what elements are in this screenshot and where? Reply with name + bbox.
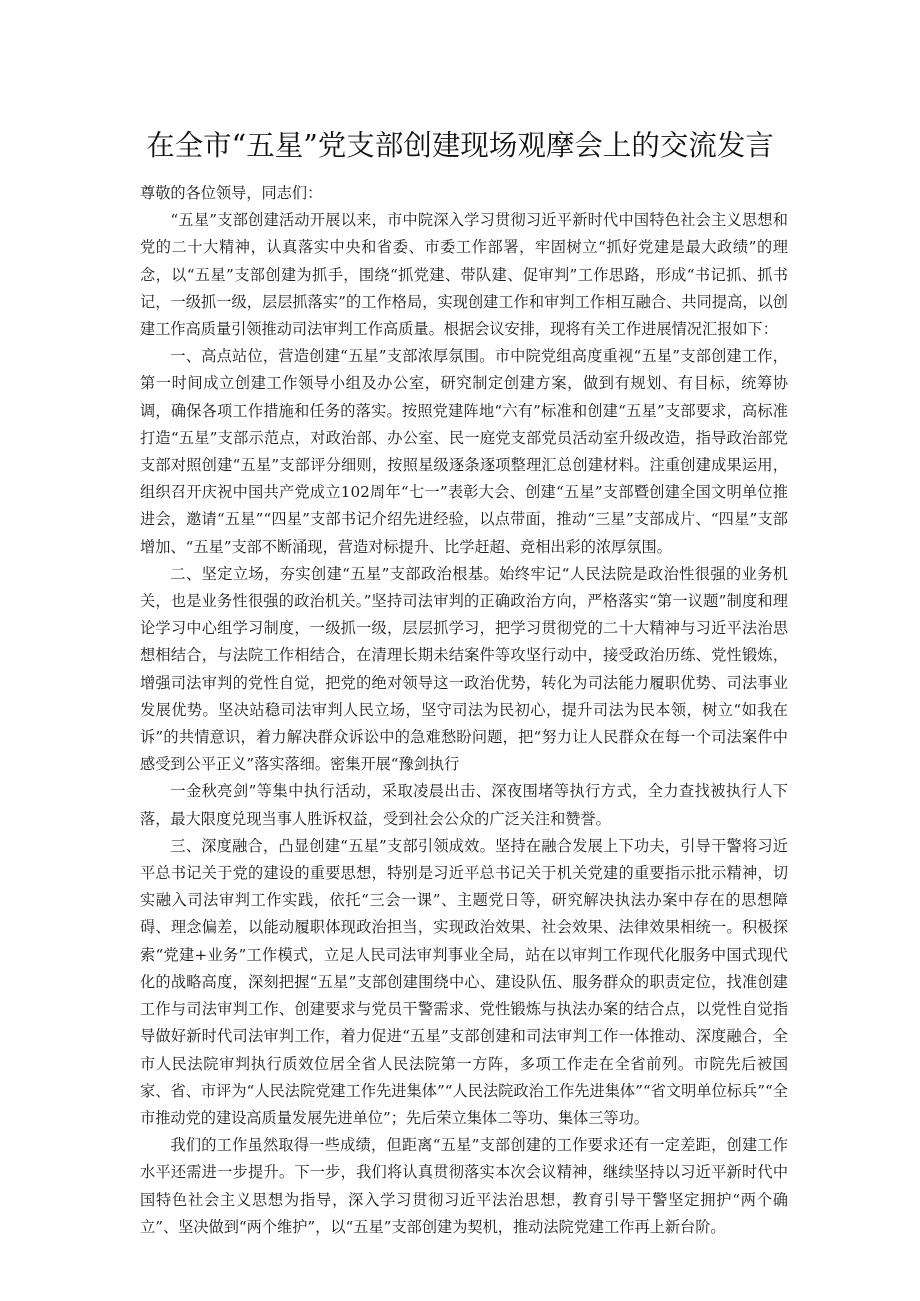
paragraph-section-2-continued: 一金秋亮剑”等集中执行活动，采取凌晨出击、深夜围堵等执行方式，全力查找被执行人下落，最大限度兑现当事人胜诉权益，受到社会公众的广泛关注和赞誉。 — [140, 782, 788, 828]
paragraph-section-3: 三、深度融合，凸显创建“五星”支部引领成效。坚持在融合发展上下功夫，引导干警将习近平总书记关于党的建设的重要思想，特别是习近平总书记关于机关党建的重要指示批示精神，切实融入司法审判工作实践，依托“三会一课”、主题党日等，研究解决执法办案中存在的思想障碍、理念偏差，以能动履职体现政治担当，实现政治效果、社会效果、法律效果相统一。积极探索“党建+业务”工作模式，立足人民司法审判事业全局，站在以审判工作现代化服务中国式现代化的战略高度，深刻把握“五星”支部创建围绕中心、建设队伍、服务群众的职责定位，找准创建工作与司法审判工作、创建要求与党员干警需求、党性锻炼与执法办案的结合点，以党性自觉指导做好新时代司法审判工作，着力促进“五星”支部创建和司法审判工作一体推动、深度融合，全市人民法院审判执行质效位居全省人民法院第一方阵，多项工作走在全省前列。市院先后被国家、省、市评为“人民法院党建工作先进集体”“人民法院政治工作先进集体”“省文明单位标兵”“全市推动党的建设高质量发展先进单位”；先后荣立集体二等功、集体三等功。 — [140, 836, 788, 1127]
salutation: 尊敬的各位领导，同志们： — [140, 184, 323, 202]
paragraph-section-1: 一、高点站位，营造创建“五星”支部浓厚氛围。市中院党组高度重视“五星”支部创建工作，第一时间成立创建工作领导小组及办公室，研究制定创建方案，做到有规划、有目标，统筹协调，确保各项工作措施和任务的落实。按照党建阵地“六有”标准和创建“五星”支部要求，高标准打造“五星”支部示范点，对政治部、办公室、民一庭党支部党员活动室升级改造，指导政治部党支部对照创建“五星”支部评分细则，按照星级逐条逐项整理汇总创建材料。注重创建成果运用，组织召开庆祝中国共产党成立102周年“七一”表彰大会、创建“五星”支部暨创建全国文明单位推进会，邀请“五星”“四星”支部书记介绍先进经验，以点带面，推动“三星”支部成片、“四星”支部增加、“五星”支部不断涌现，营造对标提升、比学赶超、竞相出彩的浓厚氛围。 — [140, 347, 788, 556]
paragraph-conclusion: 我们的工作虽然取得一些成绩，但距离“五星”支部创建的工作要求还有一定差距，创建工作水平还需进一步提升。下一步，我们将认真贯彻落实本次会议精神，继续坚持以习近平新时代中国特色社会主义思想为指导，深入学习贯彻习近平法治思想，教育引导干警坚定拥护“两个确立”、坚决做到“两个维护”，以“五星”支部创建为契机，推动法院党建工作再上新台阶。 — [140, 1136, 788, 1236]
document-body — [140, 180, 788, 1241]
paragraph-section-2: 二、坚定立场，夯实创建“五星”支部政治根基。始终牢记“人民法院是政治性很强的业务机关，也是业务性很强的政治机关。”坚持司法审判的正确政治方向，严格落实“第一议题”制度和理论学习中心组学习制度，一级抓一级，层层抓学习，把学习贯彻党的二十大精神与习近平法治思想相结合，与法院工作相结合，在清理长期未结案件等攻坚行动中，接受政治历练、党性锻炼，增强司法审判的党性自觉，把党的绝对领导这一政治优势，转化为司法能力履职优势、司法事业发展优势。坚决站稳司法审判人民立场，坚守司法为民初心，提升司法为民本领，树立“如我在诉”的共情意识，着力解决群众诉讼中的急难愁盼问题，把“努力让人民群众在每一个司法案件中感受到公平正义”落实落细。密集开展“豫剑执行 — [140, 564, 788, 774]
document-title: 在全市“五星”党支部创建现场观摩会上的交流发言 — [146, 129, 774, 162]
paragraph-intro: “五星”支部创建活动开展以来，市中院深入学习贯彻习近平新时代中国特色社会主义思想和党的二十大精神，认真落实中央和省委、市委工作部署，牢固树立“抓好党建是最大政绩”的理念，以“五星”支部创建为抓手，围绕“抓党建、带队建、促审判”工作思路，形成“书记抓、抓书记，一级抓一级，层层抓落实”的工作格局，实现创建工作和审判工作相互融合、共同提高，以创建工作高质量引领推动司法审判工作高质量。根据会议安排，现将有关工作进展情况汇报如下： — [140, 211, 788, 339]
